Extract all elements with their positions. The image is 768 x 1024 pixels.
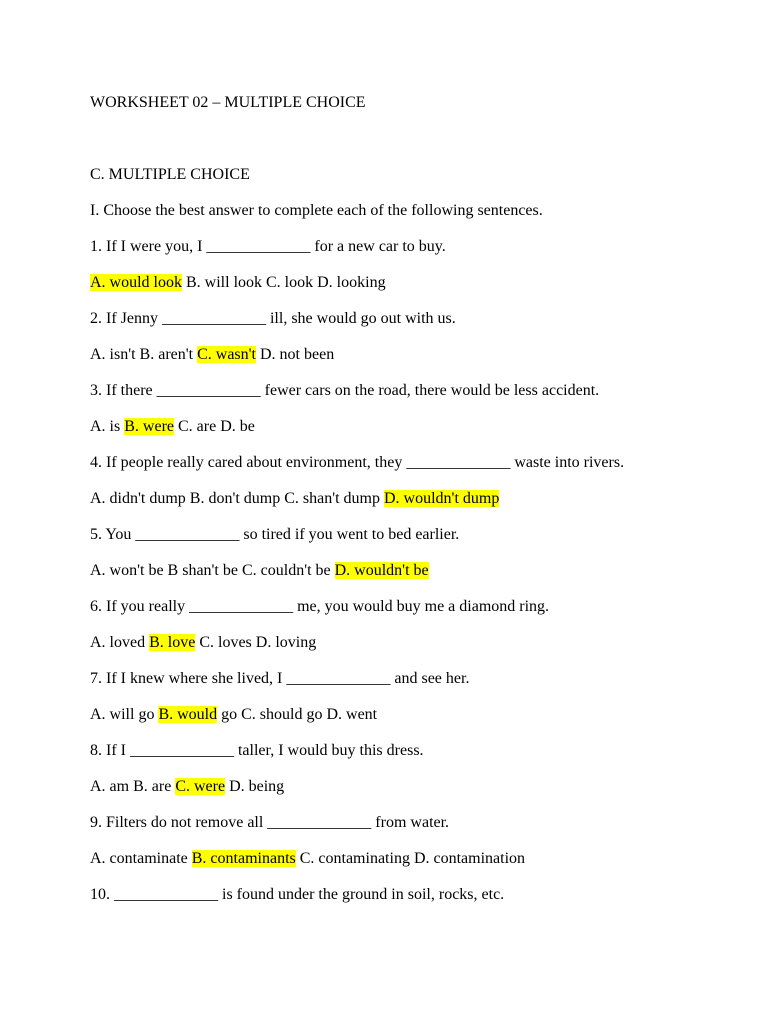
answer-options	[90, 489, 499, 509]
correct-answer-highlight: C. were	[175, 778, 226, 795]
answer-option-text: A. isn't B. aren't	[90, 346, 198, 363]
question-text: 6. If you really _____________ me, you would buy me a diamond ring.	[90, 598, 550, 615]
answer-options	[90, 705, 377, 725]
answer-option-text: go C. should go D. went	[217, 706, 378, 723]
correct-answer-highlight: B. were	[124, 418, 174, 435]
correct-answer-highlight: B. contaminants	[191, 850, 296, 867]
answer-option-text: A. am B. are	[90, 778, 176, 795]
answer-option-text: D. being	[225, 778, 285, 795]
answer-option-text: A. won't be B shan't be C. couldn't be	[90, 562, 335, 579]
answer-options	[90, 633, 316, 653]
correct-answer-highlight: B. love	[149, 634, 196, 651]
answer-option-text: A. loved	[90, 634, 150, 651]
correct-answer-highlight: A. would look	[90, 274, 182, 291]
answer-options	[90, 345, 334, 365]
question-text: 5. You _____________ so tired if you went to bed earlier.	[90, 526, 460, 543]
answer-option-text: C. contaminating D. contamination	[295, 850, 526, 867]
answer-options	[90, 561, 429, 581]
correct-answer-highlight: D. wouldn't dump	[384, 490, 500, 507]
question-text: 7. If I knew where she lived, I _____________ and see her.	[90, 670, 470, 687]
answer-options	[90, 417, 255, 437]
answer-options	[90, 777, 284, 797]
question-text: 9. Filters do not remove all _____________ from water.	[90, 814, 450, 831]
answer-option-text: C. are D. be	[174, 418, 255, 435]
question-text: 8. If I _____________ taller, I would buy this dress.	[90, 742, 424, 759]
answer-option-text: A. didn't dump B. don't dump C. shan't dump	[90, 490, 384, 507]
instruction-text: I. Choose the best answer to complete each of the following sentences.	[90, 202, 543, 219]
correct-answer-highlight: D. wouldn't be	[334, 562, 429, 579]
answer-option-text: A. is	[90, 418, 125, 435]
question-text: 1. If I were you, I _____________ for a new car to buy.	[90, 238, 446, 255]
section-heading: C. MULTIPLE CHOICE	[90, 166, 250, 183]
correct-answer-highlight: B. would	[158, 706, 218, 723]
answer-options	[90, 849, 525, 869]
question-text: 10. _____________ is found under the ground in soil, rocks, etc.	[90, 886, 505, 903]
correct-answer-highlight: C. wasn't	[197, 346, 256, 363]
answer-option-text: B. will look C. look D. looking	[182, 274, 386, 291]
worksheet-title: WORKSHEET 02 – MULTIPLE CHOICE	[90, 94, 366, 111]
answer-option-text: A. contaminate	[90, 850, 192, 867]
answer-options	[90, 273, 386, 293]
answer-option-text: A. will go	[90, 706, 159, 723]
question-text: 4. If people really cared about environment, they _____________ waste into rivers.	[90, 454, 625, 471]
answer-option-text: D. not been	[255, 346, 335, 363]
question-text: 2. If Jenny _____________ ill, she would go out with us.	[90, 310, 456, 327]
question-text: 3. If there _____________ fewer cars on the road, there would be less accident.	[90, 382, 600, 399]
answer-option-text: C. loves D. loving	[195, 634, 317, 651]
